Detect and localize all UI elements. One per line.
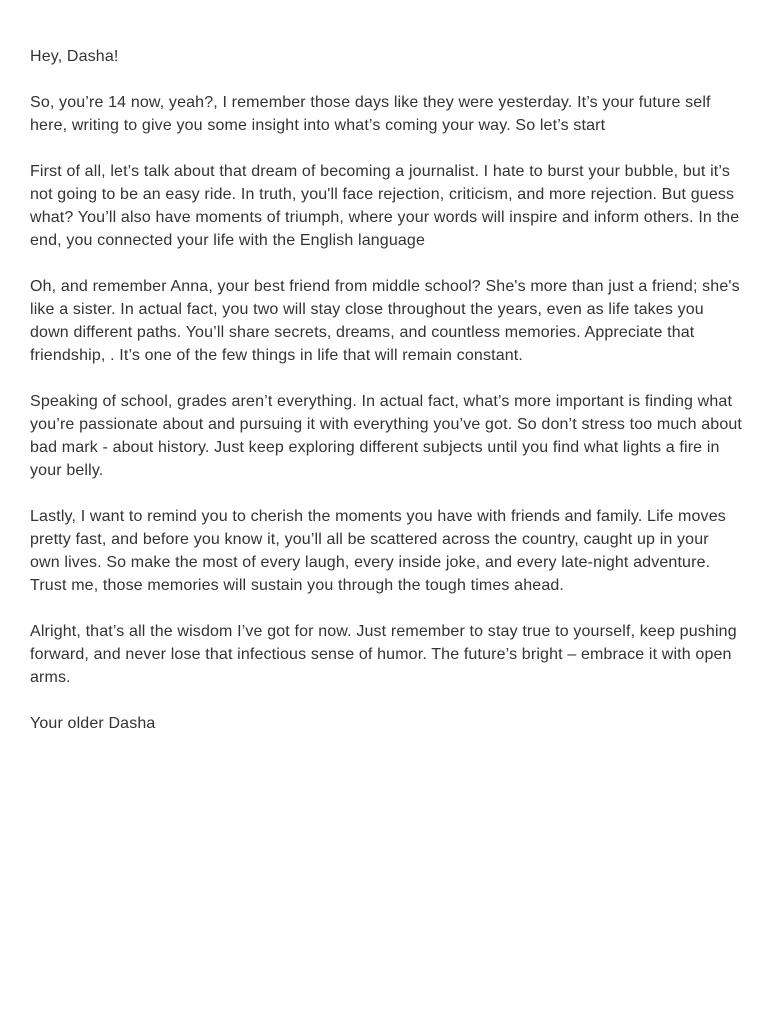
letter-paragraph-friendship: Oh, and remember Anna, your best friend from middle school? She's more than just a friend; she's like a sister. In actual fact, you two will stay close throughout the years, even as life takes you down different paths. You’ll share secrets, dreams, and countless memories. Appreciate that friendship, . It’s one of the few things in life that will remain constant. [30,278,740,364]
letter-paragraph-school: Speaking of school, grades aren’t everything. In actual fact, what’s more important is finding what you’re passionate about and pursuing it with everything you’ve got. So don’t stress too much about bad mark - about history. Just keep exploring different subjects until you find what lights a fire in your belly. [30,393,743,479]
letter-paragraph-family: Lastly, I want to remind you to cherish the moments you have with friends and family. Life moves pretty fast, and before you know it, you’ll all be scattered across the country, caught up in your own lives. So make the most of every laugh, every inside joke, and every late-night adventure. Trust me, those memories will sustain you through the tough times ahead. [30,508,726,594]
note-body [30,45,742,735]
letter-paragraph-journalism: First of all, let’s talk about that dream of becoming a journalist. I hate to burst your bubble, but it’s not going to be an easy ride. In truth, you'll face rejection, criticism, and more rejection. But guess what? You’ll also have moments of triumph, where your words will inspire and inform others. In the end, you connected your life with the English language [30,163,740,249]
letter-paragraph-intro: So, you’re 14 now, yeah?, I remember those days like they were yesterday. It’s your future self here, writing to give you some insight into what’s coming your way. So let’s start [30,94,711,134]
letter-paragraph-closing: Alright, that’s all the wisdom I’ve got for now. Just remember to stay true to yourself, keep pushing forward, and never lose that infectious sense of humor. The future’s bright – embrace it with open arms. [30,623,737,686]
letter-signature: Your older Dasha [30,715,156,732]
letter-greeting: Hey, Dasha! [30,48,119,65]
